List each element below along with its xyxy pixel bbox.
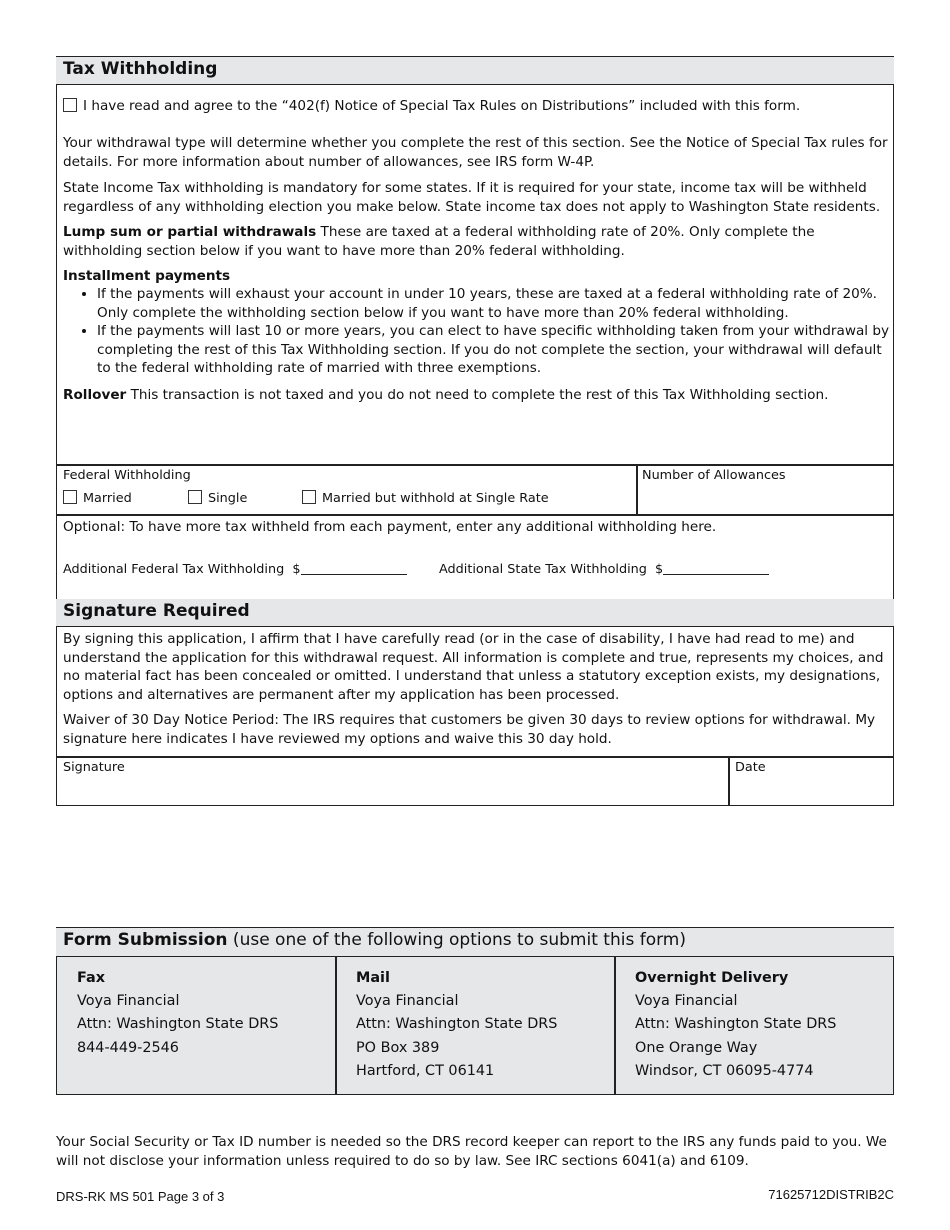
allowances-input[interactable] — [639, 485, 889, 513]
signature-input[interactable] — [59, 777, 724, 803]
signature-label: Signature — [63, 760, 125, 775]
address-line: Voya Financial — [356, 993, 459, 1010]
rollover-heading: Rollover — [63, 387, 127, 403]
privacy-notice: Your Social Security or Tax ID number is needed so the DRS record keeper can report to the IRS any funds paid to you. We will not disclose your information unless required to do so by law. See IRC sections 6041(a) and 6109. — [56, 1134, 887, 1169]
agree-checkbox[interactable] — [63, 98, 77, 112]
federal-withholding-label: Federal Withholding — [63, 468, 191, 483]
overnight-heading: Overnight Delivery — [635, 970, 789, 986]
section-title: Tax Withholding — [63, 59, 218, 79]
federal-withholding-row — [56, 464, 894, 516]
submission-title: Form Submission (use one of the following options to submit this form) — [63, 930, 686, 950]
married-single-rate-checkbox[interactable] — [302, 490, 316, 504]
additional-state-field[interactable]: Additional State Tax Withholding $ — [439, 560, 769, 577]
additional-state-label: Additional State Tax Withholding — [439, 562, 647, 577]
option-married[interactable]: Married — [63, 490, 132, 506]
tax-withholding-body — [56, 84, 894, 466]
document-code: 71625712DISTRIB2C — [768, 1187, 894, 1202]
rollover-text: This transaction is not taxed and you do not need to complete the rest of this Tax Withholding section. — [126, 387, 829, 403]
address-line: One Orange Way — [635, 1039, 758, 1056]
divider — [636, 465, 638, 515]
allowances-label: Number of Allowances — [642, 468, 786, 483]
address-line: Voya Financial — [77, 993, 180, 1010]
submission-options — [56, 956, 894, 1095]
signature-body — [56, 626, 894, 758]
divider — [728, 757, 730, 805]
fax-option — [57, 957, 336, 1094]
additional-withholding-row — [56, 514, 894, 600]
withdrawal-type-paragraph: Your withdrawal type will determine whether you complete the rest of this section. See the Notice of Special Tax rules for details. For more information about number of allowances, see IRS form W-4P. — [63, 135, 888, 170]
married-checkbox[interactable] — [63, 490, 77, 504]
address-line: PO Box 389 — [356, 1039, 440, 1056]
additional-federal-label: Additional Federal Tax Withholding — [63, 562, 285, 577]
additional-federal-field[interactable]: Additional Federal Tax Withholding $ — [63, 560, 407, 577]
optional-text: Optional: To have more tax withheld from each payment, enter any additional withholding here. — [63, 519, 717, 535]
lump-sum-heading: Lump sum or partial withdrawals — [63, 224, 317, 240]
fax-number: 844-449-2546 — [77, 1039, 179, 1056]
single-checkbox[interactable] — [188, 490, 202, 504]
lump-sum-text: These are taxed at a federal withholding rate of 20%. Only complete the withholding section below if you want to have more than 20% federal withholding. — [63, 224, 815, 259]
fax-heading: Fax — [77, 970, 105, 986]
submission-header — [56, 927, 894, 957]
list-item: • If the payments will last 10 or more years, you can elect to have specific withholding taken from your withdrawal by completing the rest of this Tax Withholding section. If you do not complete the section, your withdrawal will default to the federal withholding rate of married with three exemptions. — [97, 322, 893, 378]
additional-federal-input[interactable] — [301, 560, 407, 575]
agree-label: I have read and agree to the “402(f) Notice of Special Tax Rules on Distributions” included with this form. — [83, 98, 801, 114]
overnight-option — [615, 957, 893, 1094]
list-item: • If the payments will exhaust your account in under 10 years, these are taxed at a federal withholding rate of 20%. Only complete the withholding section below if you want to have more than 20% federal withholding. — [97, 285, 893, 322]
section-title: Signature Required — [63, 601, 250, 621]
address-line: Windsor, CT 06095-4774 — [635, 1062, 814, 1079]
form-id: DRS-RK MS 501 Page 3 of 3 — [56, 1189, 225, 1204]
installment-list — [63, 285, 893, 378]
agree-row[interactable] — [63, 97, 889, 116]
address-line: Voya Financial — [635, 993, 738, 1010]
address-line: Attn: Washington State DRS — [356, 1016, 558, 1033]
signature-header — [56, 599, 894, 627]
date-label: Date — [735, 760, 766, 775]
date-input[interactable] — [732, 777, 890, 803]
state-tax-paragraph: State Income Tax withholding is mandatory for some states. If it is required for your state, income tax will be withheld regardless of any withholding election you make below. State income tax does not apply to Washington State residents. — [63, 180, 881, 215]
option-single[interactable]: Single — [188, 490, 247, 506]
tax-withholding-header — [56, 56, 894, 85]
signature-row — [56, 756, 894, 806]
address-line: Attn: Washington State DRS — [635, 1016, 837, 1033]
waiver-paragraph: Waiver of 30 Day Notice Period: The IRS requires that customers be given 30 days to review options for withdrawal. My signature here indicates I have reviewed my options and waive this 30 day hold. — [63, 712, 876, 747]
mail-heading: Mail — [356, 970, 390, 986]
additional-state-input[interactable] — [663, 560, 769, 575]
installment-heading: Installment payments — [63, 268, 231, 284]
address-line: Hartford, CT 06141 — [356, 1062, 495, 1079]
affirm-paragraph: By signing this application, I affirm that I have carefully read (or in the case of disability, I have had read to me) and understand the application for this withdrawal request. All information is complete and true, represents my choices, and no material fact has been concealed or omitted. I understand that unless a statutory exception exists, my designations, options and alternatives are permanent after my application has been processed. — [63, 631, 884, 703]
option-married-single-rate[interactable]: Married but withhold at Single Rate — [302, 490, 549, 506]
rollover-paragraph — [63, 386, 889, 405]
mail-option — [336, 957, 615, 1094]
address-line: Attn: Washington State DRS — [77, 1016, 279, 1033]
lump-sum-paragraph — [63, 223, 889, 260]
